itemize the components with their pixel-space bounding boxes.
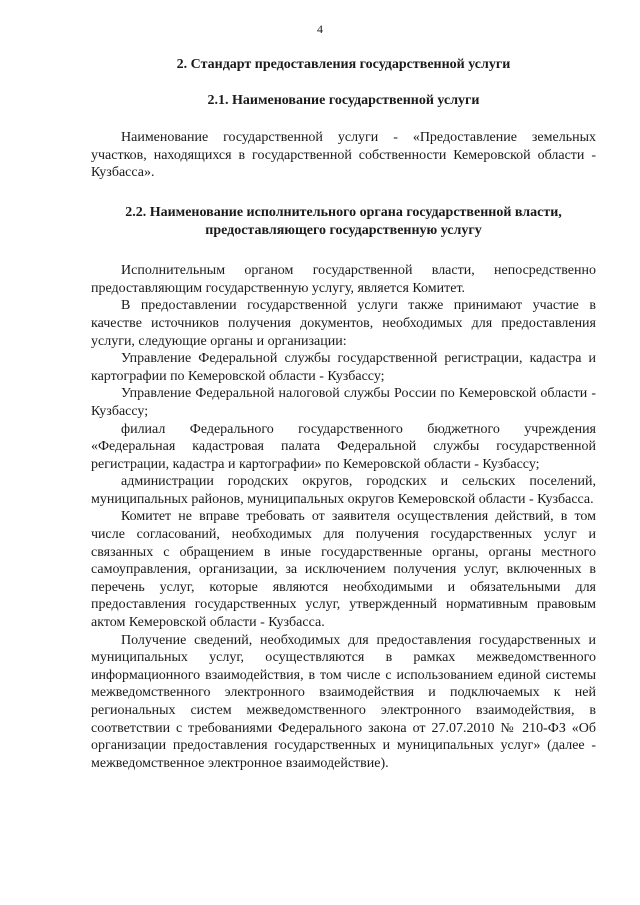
document-body	[91, 56, 596, 772]
paragraph-executive-body: Исполнительным органом государственной власти, непосредственно предоставляющим государственную услугу, является Комитет.	[91, 263, 596, 296]
paragraph-tax-service: Управление Федеральной налоговой службы России по Кемеровской области - Кузбассу;	[91, 386, 596, 419]
paragraph-participants: В предоставлении государственной услуги также принимают участие в качестве источников получения документов, необходимых для предоставления услуги, следующие органы и организации:	[91, 298, 596, 349]
paragraph-cadastral-chamber: филиал Федерального государственного бюджетного учреждения «Федеральная кадастровая палата Федеральной службы государственной регистрации, кадастра и картографии» по Кемеровской области - Кузбассу;	[91, 421, 596, 472]
paragraph-interagency-interaction: Получение сведений, необходимых для предоставления государственных и муниципальных услуг, осуществляются в рамках межведомственного информационного взаимодействия, в том числе с использованием единой системы межведомственного электронного взаимодействия и подключаемых к ней региональных систем межведомственного электронного взаимодействия, в соответствии с требованиями Федерального закона от 27.07.2010 № 210-ФЗ «Об организации предоставления государственных и муниципальных услуг» (далее - межведомственное электронное взаимодействие).	[91, 632, 596, 771]
subsection-title-executive-body: 2.2. Наименование исполнительного органа государственной власти, предоставляющего государственную услугу	[125, 204, 562, 238]
service-name-paragraph: Наименование государственной услуги - «Предоставление земельных участков, находящихся в государственной собственности Кемеровской области - Кузбасса».	[91, 130, 596, 181]
paragraph-municipal-administrations: администрации городских округов, городских и сельских поселений, муниципальных районов, муниципальных округов Кемеровской области - Кузбасса.	[91, 474, 596, 507]
page-number: 4	[317, 22, 323, 36]
paragraph-committee-restrictions: Комитет не вправе требовать от заявителя осуществления действий, в том числе согласований, необходимых для получения государственных услуг и связанных с обращением в иные государственные органы, органы местного самоуправления, организации, за исключением получения услуг, включенных в перечень услуг, которые являются необходимыми и обязательными для предоставления государственных услуг, утвержденный нормативным правовым актом Кемеровской области - Кузбасса.	[91, 509, 596, 631]
section-title: 2. Стандарт предоставления государственной услуги	[176, 57, 511, 72]
subsection-title-service-name: 2.1. Наименование государственной услуги	[207, 92, 480, 108]
paragraph-rosreestr: Управление Федеральной службы государственной регистрации, кадастра и картографии по Кемеровской области - Кузбассу;	[91, 351, 596, 384]
